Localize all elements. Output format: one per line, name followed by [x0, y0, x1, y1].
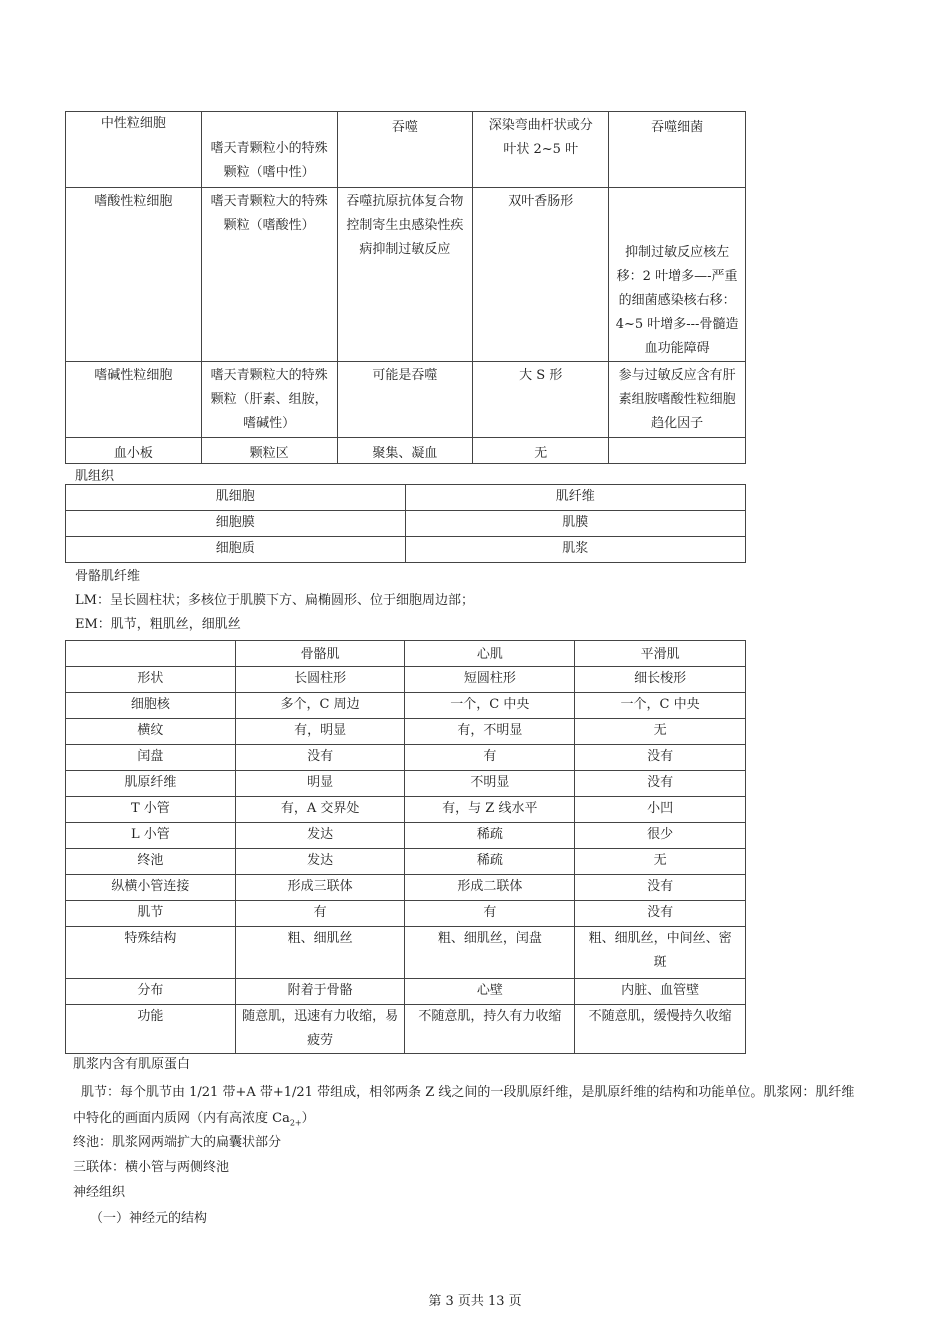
table-cell: 吞噬: [337, 112, 473, 188]
table-cell: 不明显: [405, 771, 575, 797]
table-cell: 抑制过敏反应核左移：2 叶增多—-严重的细菌感染核右移：4~5 叶增多---骨髓造血功能障碍: [609, 188, 746, 362]
header-cell: [66, 641, 236, 667]
note-sarcomere-end: ）: [301, 1111, 315, 1126]
section-heading-nerve: 神经组织: [73, 1185, 126, 1200]
table-cell: 嗜天青颗粒大的特殊颗粒（嗜酸性）: [201, 188, 337, 362]
table-cell: 双叶香肠形: [473, 188, 609, 362]
table-cell: 形成三联体: [235, 875, 405, 901]
table-cell: 细胞膜: [66, 511, 406, 537]
table-cell: 纵横小管连接: [66, 875, 236, 901]
header-cell: 平滑肌: [575, 641, 746, 667]
note-sarcomere-text: 肌节：每个肌节由 1/21 带+A 带+1/21 带组成，相邻两条 Z 线之间的一段肌原纤维，是肌原纤维的结构和功能单位。肌浆网：肌纤维中特化的画面内质网（内有高浓度 Ca: [73, 1085, 855, 1126]
table-cell: 分布: [66, 979, 236, 1005]
table-cell: T 小管: [66, 797, 236, 823]
table-cell: 没有: [575, 901, 746, 927]
table-cell: L 小管: [66, 823, 236, 849]
table-row: [66, 901, 746, 927]
table-row: [66, 1005, 746, 1054]
table-cell: 没有: [575, 875, 746, 901]
table-cell: 嗜天青颗粒小的特殊颗粒（嗜中性）: [201, 112, 337, 188]
table-cell: 功能: [66, 1005, 236, 1054]
table-cell: 大 S 形: [473, 362, 609, 438]
table-cell: 吞噬抗原抗体复合物控制寄生虫感染性疾病抑制过敏反应: [337, 188, 473, 362]
note-sarcomere: [73, 1080, 863, 1137]
table-row: [66, 797, 746, 823]
table-cell: 无: [575, 719, 746, 745]
table-cell: [609, 438, 746, 464]
table-cell: 可能是吞噬: [337, 362, 473, 438]
table-row: [66, 112, 746, 188]
table-row: [66, 771, 746, 797]
table-cell: 一个，C 中央: [405, 693, 575, 719]
table-row: [66, 927, 746, 979]
table-row: [66, 823, 746, 849]
note-triad: 三联体：横小管与两侧终池: [73, 1160, 230, 1175]
table-cell: 细胞核: [66, 693, 236, 719]
table-row: [66, 537, 746, 563]
table-cell: 无: [575, 849, 746, 875]
table-cell: 形成二联体: [405, 875, 575, 901]
table-cell: 一个，C 中央: [575, 693, 746, 719]
granulocyte-table: [65, 111, 746, 464]
table-cell: 吞噬细菌: [609, 112, 746, 188]
table-cell: 嗜碱性粒细胞: [66, 362, 202, 438]
table-cell: 深染弯曲杆状或分叶状 2~5 叶: [473, 112, 609, 188]
table-cell: 内脏、血管壁: [575, 979, 746, 1005]
table-cell: 心壁: [405, 979, 575, 1005]
table-cell: 发达: [235, 849, 405, 875]
table-cell: 没有: [235, 745, 405, 771]
table-cell: 无: [473, 438, 609, 464]
table-cell: 多个，C 周边: [235, 693, 405, 719]
table-cell: 肌细胞: [66, 485, 406, 511]
table-row: [66, 438, 746, 464]
table-cell: 有，不明显: [405, 719, 575, 745]
skeletal-title: 骨骼肌纤维: [75, 569, 141, 584]
table-cell: 有，明显: [235, 719, 405, 745]
table-row: [66, 979, 746, 1005]
table-cell: 聚集、凝血: [337, 438, 473, 464]
table-cell: 没有: [575, 771, 746, 797]
page-footer: 第 3 页共 13 页: [428, 1294, 522, 1309]
table-cell: 嗜天青颗粒大的特殊颗粒（肝素、组胺，嗜碱性）: [201, 362, 337, 438]
table-row: [66, 362, 746, 438]
table-cell: 嗜酸性粒细胞: [66, 188, 202, 362]
table-cell: 中性粒细胞: [66, 112, 202, 188]
table-cell: 有: [405, 901, 575, 927]
table-header-row: [66, 641, 746, 667]
subheading-neuron: （一）神经元的结构: [90, 1211, 208, 1226]
table-row: [66, 667, 746, 693]
table-row: [66, 745, 746, 771]
note-sarcomere-sub: 2+: [289, 1118, 302, 1128]
header-cell: 心肌: [405, 641, 575, 667]
table-cell: 短圆柱形: [405, 667, 575, 693]
table-cell: 很少: [575, 823, 746, 849]
table-cell: 不随意肌，持久有力收缩: [405, 1005, 575, 1054]
table-cell: 明显: [235, 771, 405, 797]
table-row: [66, 849, 746, 875]
table-cell: 粗、细肌丝: [235, 927, 405, 979]
table-cell: 附着于骨骼: [235, 979, 405, 1005]
header-cell: 骨骼肌: [235, 641, 405, 667]
table-row: [66, 188, 746, 362]
table-cell: 没有: [575, 745, 746, 771]
table-cell: 有，与 Z 线水平: [405, 797, 575, 823]
table-cell: 肌膜: [405, 511, 746, 537]
table-cell: 有，A 交界处: [235, 797, 405, 823]
table-cell: 特殊结构: [66, 927, 236, 979]
table-cell: 肌节: [66, 901, 236, 927]
table-cell: 稀疏: [405, 823, 575, 849]
table-cell: 细长梭形: [575, 667, 746, 693]
table-cell: 参与过敏反应含有肝素组胺嗜酸性粒细胞趋化因子: [609, 362, 746, 438]
table-row: [66, 875, 746, 901]
table-cell: 闰盘: [66, 745, 236, 771]
skeletal-lm: LM：呈长圆柱状；多核位于肌膜下方、扁椭圆形、位于细胞周边部；: [75, 593, 474, 608]
table-cell: 不随意肌，缓慢持久收缩: [575, 1005, 746, 1054]
table-cell: 颗粒区: [201, 438, 337, 464]
table-row: [66, 485, 746, 511]
table-cell: 有: [405, 745, 575, 771]
table-cell: 肌原纤维: [66, 771, 236, 797]
note-myoglobin: 肌浆内含有肌原蛋白: [73, 1057, 191, 1072]
section-heading-muscle: 肌组织: [75, 469, 115, 484]
table-cell: 肌纤维: [405, 485, 746, 511]
table-cell: 横纹: [66, 719, 236, 745]
table-cell: 粗、细肌丝，闰盘: [405, 927, 575, 979]
table-cell: 长圆柱形: [235, 667, 405, 693]
table-cell: 肌浆: [405, 537, 746, 563]
table-row: [66, 693, 746, 719]
note-terminal: 终池：肌浆网两端扩大的扁囊状部分: [73, 1135, 282, 1150]
muscle-terms-table: [65, 484, 746, 563]
table-cell: 小凹: [575, 797, 746, 823]
skeletal-em: EM：肌节，粗肌丝，细肌丝: [75, 617, 241, 632]
table-row: [66, 511, 746, 537]
table-cell: 形状: [66, 667, 236, 693]
table-cell: 发达: [235, 823, 405, 849]
table-cell: 血小板: [66, 438, 202, 464]
table-cell: 终池: [66, 849, 236, 875]
table-row: [66, 719, 746, 745]
table-cell: 粗、细肌丝，中间丝、密斑: [575, 927, 746, 979]
table-cell: 随意肌，迅速有力收缩，易疲劳: [235, 1005, 405, 1054]
table-cell: 细胞质: [66, 537, 406, 563]
table-cell: 有: [235, 901, 405, 927]
table-cell: 稀疏: [405, 849, 575, 875]
muscle-comparison-table: [65, 640, 746, 1054]
